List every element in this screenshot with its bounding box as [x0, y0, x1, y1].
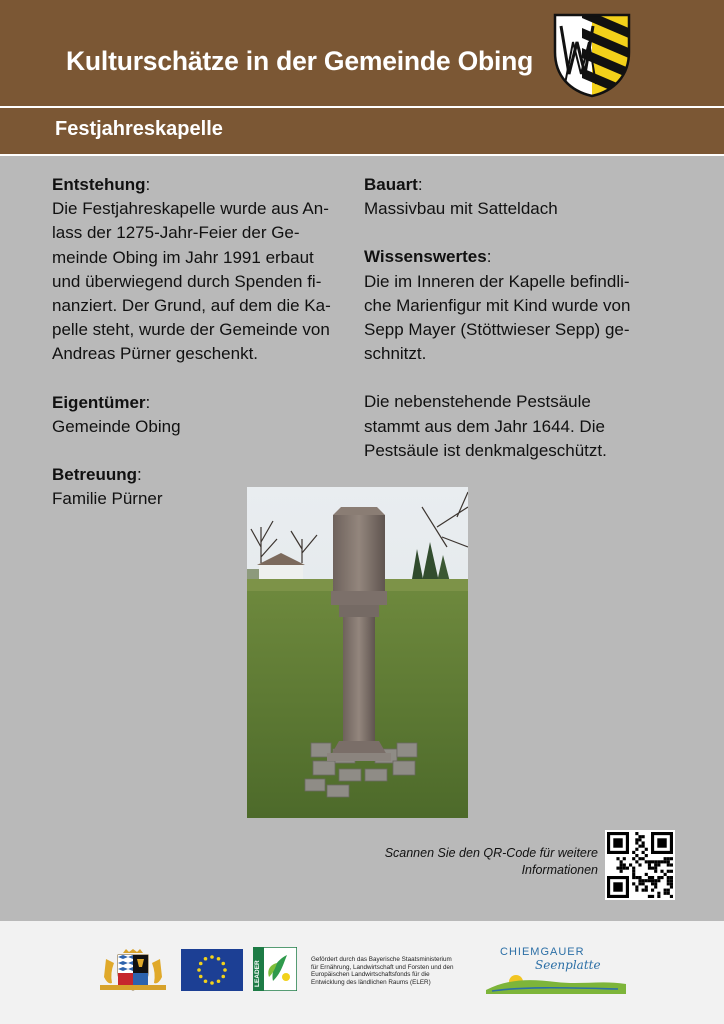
- text-line: nanziert. Der Grund, auf dem die Ka-: [52, 296, 331, 316]
- funding-notice: [311, 956, 491, 986]
- text-line: Die nebenstehende Pestsäule: [364, 392, 591, 412]
- qr-caption: [330, 845, 598, 879]
- qr-code[interactable]: [605, 830, 675, 900]
- eu-star-icon: [204, 979, 208, 983]
- page-title: Kulturschätze in der Gemeinde Obing: [66, 46, 534, 76]
- text-line: Sepp Mayer (Stöttwieser Sepp) ge-: [364, 320, 630, 340]
- wissenswertes-heading: Wissenswertes: [364, 247, 487, 267]
- entstehung-block: Entstehung: Die Festjahreskapelle wurde aus An- lass der 1275-Jahr-Feier der Ge- meinde Obing im Jahr 1991 erbaut und überwiegend durch Spenden fi- nanziert. Der Grund, auf dem die Ka- pelle steht, wurde der Gemeinde von Andreas Pürner geschenkt.: [52, 173, 352, 367]
- funding-line: Entwicklung des ländlichen Raums (ELER): [311, 978, 431, 986]
- entstehung-heading: Entstehung: [52, 175, 146, 194]
- eu-star-icon: [221, 962, 225, 966]
- bavaria-coat-of-arms-icon: [98, 949, 168, 991]
- betreuung-block: Betreuung: Familie Pürner: [52, 463, 352, 511]
- eu-star-icon: [210, 981, 214, 985]
- eu-flag-icon: [181, 949, 243, 991]
- eu-star-icon: [199, 962, 203, 966]
- qr-caption-line: Scannen Sie den QR-Code für weitere: [384, 846, 598, 860]
- eu-star-icon: [204, 957, 208, 961]
- left-column: [52, 173, 352, 535]
- text-line: Die im Inneren der Kapelle befindli-: [364, 271, 630, 291]
- eu-star-icon: [221, 975, 225, 979]
- eu-star-icon: [217, 979, 221, 983]
- wissenswertes-block: Wissenswertes: Die im Inneren der Kapelle befindli- che Marienfigur mit Kind wurde von Sepp Mayer (Stöttwieser Sepp) ge- schnitzt.: [364, 245, 664, 366]
- funding-line: Europäischen Landwirtschaftsfonds für die: [311, 971, 430, 979]
- text-line: Die Festjahreskapelle wurde aus An-: [52, 199, 329, 219]
- eigentuemer-heading: Eigentümer: [52, 392, 146, 412]
- text-line: che Marienfigur mit Kind wurde von: [364, 295, 631, 315]
- pestsaeule-photo: [247, 487, 468, 818]
- chiemgauer-wordmark: CHIEMGAUER: [500, 946, 585, 958]
- right-column: [364, 173, 664, 487]
- text-line: meinde Obing im Jahr 1991 erbaut: [52, 247, 314, 267]
- betreuung-heading: Betreuung: [52, 465, 137, 485]
- eu-star-icon: [199, 975, 203, 979]
- eu-star-icon: [223, 968, 227, 972]
- leader-text: LEADER: [254, 960, 261, 987]
- municipal-crest-icon: [552, 12, 632, 98]
- eu-star-icon: [197, 968, 201, 972]
- bauart-heading: Bauart: [364, 175, 418, 194]
- qr-caption-line: Informationen: [521, 863, 598, 877]
- leader-logo-icon: [253, 947, 297, 991]
- pestsaeule-block: [364, 390, 664, 463]
- text-line: pelle steht, wurde der Gemeinde von: [52, 320, 330, 340]
- qr-code-icon: [605, 830, 675, 900]
- text-line: stammt aus dem Jahr 1644. Die: [364, 416, 605, 436]
- eu-star-icon: [217, 957, 221, 961]
- eigentuemer-block: Eigentümer: Gemeinde Obing: [52, 391, 352, 439]
- text-line: schnitzt.: [364, 344, 427, 364]
- text-line: und überwiegend durch Spenden fi-: [52, 271, 322, 291]
- funding-line: für Ernährung, Landwirtschaft und Forsten und den: [311, 963, 454, 971]
- text-line: Pestsäule ist denkmalgeschützt.: [364, 440, 607, 460]
- eigentuemer-text: Gemeinde Obing: [52, 416, 181, 436]
- betreuung-text: Familie Pürner: [52, 489, 163, 509]
- eu-star-icon: [210, 955, 214, 959]
- section-title: Festjahreskapelle: [55, 118, 223, 140]
- bauart-block: Bauart: Massivbau mit Satteldach: [364, 173, 664, 221]
- funding-line: Gefördert durch das Bayerische Staatsministerium: [311, 956, 452, 963]
- landscape-icon: [486, 970, 626, 994]
- text-line: lass der 1275-Jahr-Feier der Ge-: [52, 223, 300, 243]
- seenplatte-wordmark: Seenplatte: [535, 958, 601, 972]
- chiemgauer-seenplatte-logo: [486, 944, 626, 994]
- bauart-text: Massivbau mit Satteldach: [364, 199, 558, 219]
- text-line: Andreas Pürner geschenkt.: [52, 344, 259, 364]
